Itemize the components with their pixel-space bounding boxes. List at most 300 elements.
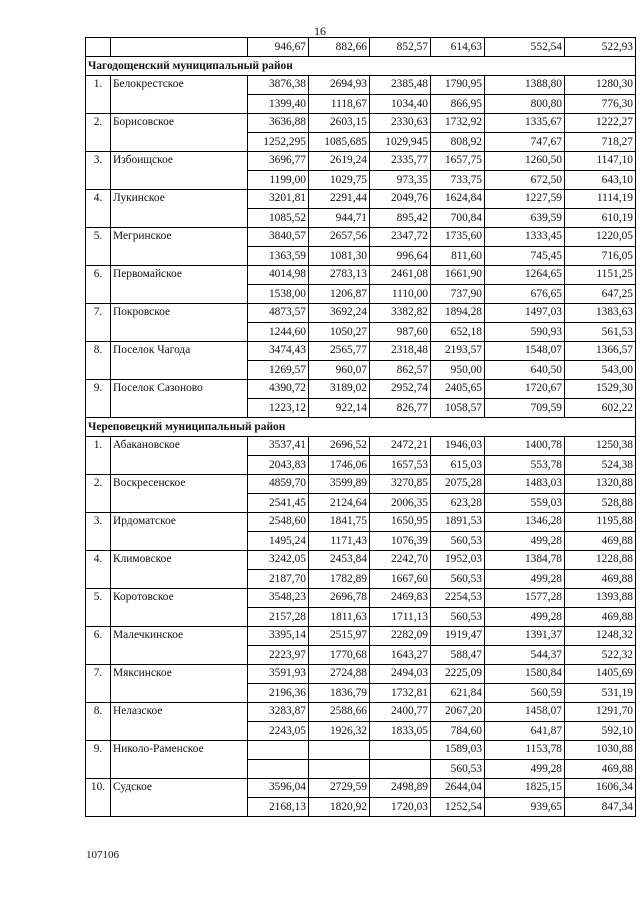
section-title: Чагодощенский муниципальный район xyxy=(86,57,636,76)
value-cell: 1495,24 xyxy=(248,532,309,551)
value-cell: 3840,57 xyxy=(248,228,309,247)
value-cell: 1790,95 xyxy=(431,76,485,95)
value-cell: 560,53 xyxy=(431,608,485,627)
value-cell: 2657,56 xyxy=(309,228,370,247)
value-cell: 2644,04 xyxy=(431,779,485,798)
value-cell: 996,64 xyxy=(370,247,431,266)
table-row xyxy=(86,437,636,456)
row-number: 7. xyxy=(86,304,111,342)
value-cell: 1732,92 xyxy=(431,114,485,133)
value-cell: 3201,81 xyxy=(248,190,309,209)
value-cell: 1280,30 xyxy=(565,76,636,95)
value-cell: 1538,00 xyxy=(248,285,309,304)
value-cell: 614,63 xyxy=(431,38,485,57)
settlement-name: Покровское xyxy=(111,304,248,342)
value-cell: 2043,83 xyxy=(248,456,309,475)
value-cell: 747,67 xyxy=(485,133,565,152)
value-cell: 1405,69 xyxy=(565,665,636,684)
value-cell: 2193,57 xyxy=(431,342,485,361)
value-cell: 1335,67 xyxy=(485,114,565,133)
table-row xyxy=(86,703,636,722)
value-cell: 1320,88 xyxy=(565,475,636,494)
value-cell: 1589,03 xyxy=(431,741,485,760)
settlement-name: Поселок Сазоново xyxy=(111,380,248,418)
value-cell: 1643,27 xyxy=(370,646,431,665)
value-cell: 718,27 xyxy=(565,133,636,152)
value-cell: 2067,20 xyxy=(431,703,485,722)
value-cell xyxy=(248,760,309,779)
value-cell: 3283,87 xyxy=(248,703,309,722)
value-cell: 3591,93 xyxy=(248,665,309,684)
value-cell: 1220,05 xyxy=(565,228,636,247)
value-cell: 1269,57 xyxy=(248,361,309,380)
value-cell: 1393,88 xyxy=(565,589,636,608)
value-cell: 2619,24 xyxy=(309,152,370,171)
value-cell: 672,50 xyxy=(485,171,565,190)
row-number: 5. xyxy=(86,589,111,627)
table-row xyxy=(86,589,636,608)
value-cell: 2405,65 xyxy=(431,380,485,399)
value-cell: 560,59 xyxy=(485,684,565,703)
value-cell: 499,28 xyxy=(485,532,565,551)
value-cell: 2541,45 xyxy=(248,494,309,513)
value-cell: 862,57 xyxy=(370,361,431,380)
settlement-name: Судское xyxy=(111,779,248,817)
section-header-row xyxy=(86,57,636,76)
table-body xyxy=(86,38,636,817)
row-number-cell xyxy=(86,38,111,57)
page-number: 16 xyxy=(314,24,326,38)
value-cell: 1291,70 xyxy=(565,703,636,722)
value-cell: 1820,92 xyxy=(309,798,370,817)
settlement-name: Воскресенское xyxy=(111,475,248,513)
row-number: 1. xyxy=(86,76,111,114)
value-cell: 1030,88 xyxy=(565,741,636,760)
row-number: 6. xyxy=(86,266,111,304)
row-number: 8. xyxy=(86,703,111,741)
value-cell: 1244,60 xyxy=(248,323,309,342)
value-cell: 4859,70 xyxy=(248,475,309,494)
value-cell: 1894,28 xyxy=(431,304,485,323)
value-cell: 1782,89 xyxy=(309,570,370,589)
value-cell: 4390,72 xyxy=(248,380,309,399)
value-cell: 647,25 xyxy=(565,285,636,304)
row-number: 4. xyxy=(86,551,111,589)
value-cell: 939,65 xyxy=(485,798,565,817)
value-cell: 561,53 xyxy=(565,323,636,342)
value-cell: 1891,53 xyxy=(431,513,485,532)
value-cell: 552,54 xyxy=(485,38,565,57)
value-cell: 1388,80 xyxy=(485,76,565,95)
value-cell xyxy=(248,741,309,760)
value-cell: 2347,72 xyxy=(370,228,431,247)
table-row xyxy=(86,551,636,570)
value-cell: 1029,75 xyxy=(309,171,370,190)
value-cell: 469,88 xyxy=(565,532,636,551)
settlement-name: Избоищское xyxy=(111,152,248,190)
value-cell: 2157,28 xyxy=(248,608,309,627)
value-cell: 2006,35 xyxy=(370,494,431,513)
value-cell: 2225,09 xyxy=(431,665,485,684)
value-cell: 560,53 xyxy=(431,760,485,779)
value-cell: 1383,63 xyxy=(565,304,636,323)
value-cell: 1833,05 xyxy=(370,722,431,741)
value-cell: 2729,59 xyxy=(309,779,370,798)
value-cell: 2291,44 xyxy=(309,190,370,209)
value-cell: 1661,90 xyxy=(431,266,485,285)
value-cell: 1919,47 xyxy=(431,627,485,646)
value-cell: 1050,27 xyxy=(309,323,370,342)
value-cell: 987,60 xyxy=(370,323,431,342)
value-cell: 1248,32 xyxy=(565,627,636,646)
table-row xyxy=(86,665,636,684)
value-cell: 1250,38 xyxy=(565,437,636,456)
value-cell: 1384,78 xyxy=(485,551,565,570)
value-cell: 1366,57 xyxy=(565,342,636,361)
settlement-name: Климовское xyxy=(111,551,248,589)
value-cell: 524,38 xyxy=(565,456,636,475)
value-cell: 2075,28 xyxy=(431,475,485,494)
value-cell: 1720,03 xyxy=(370,798,431,817)
value-cell: 3242,05 xyxy=(248,551,309,570)
settlement-name: Первомайское xyxy=(111,266,248,304)
value-cell: 1483,03 xyxy=(485,475,565,494)
value-cell: 1151,25 xyxy=(565,266,636,285)
value-cell: 588,47 xyxy=(431,646,485,665)
value-cell: 745,45 xyxy=(485,247,565,266)
table-row xyxy=(86,38,636,57)
value-cell: 1391,37 xyxy=(485,627,565,646)
value-cell: 1029,945 xyxy=(370,133,431,152)
value-cell: 3548,23 xyxy=(248,589,309,608)
value-cell: 1711,13 xyxy=(370,608,431,627)
table-row xyxy=(86,114,636,133)
value-cell: 1114,19 xyxy=(565,190,636,209)
value-cell: 1228,88 xyxy=(565,551,636,570)
settlement-name: Ирдоматское xyxy=(111,513,248,551)
value-cell: 2461,08 xyxy=(370,266,431,285)
value-cell: 2694,93 xyxy=(309,76,370,95)
value-cell: 1606,34 xyxy=(565,779,636,798)
value-cell: 1222,27 xyxy=(565,114,636,133)
value-cell: 1811,63 xyxy=(309,608,370,627)
value-cell: 469,88 xyxy=(565,760,636,779)
value-cell: 4873,57 xyxy=(248,304,309,323)
value-cell: 1333,45 xyxy=(485,228,565,247)
value-cell: 560,53 xyxy=(431,570,485,589)
value-cell: 2282,09 xyxy=(370,627,431,646)
value-cell: 1497,03 xyxy=(485,304,565,323)
value-cell: 676,65 xyxy=(485,285,565,304)
value-cell: 1118,67 xyxy=(309,95,370,114)
value-cell xyxy=(370,760,431,779)
value-cell: 1363,59 xyxy=(248,247,309,266)
value-cell: 946,67 xyxy=(248,38,309,57)
value-cell: 808,92 xyxy=(431,133,485,152)
value-cell: 784,60 xyxy=(431,722,485,741)
value-cell: 3270,85 xyxy=(370,475,431,494)
row-number: 9. xyxy=(86,741,111,779)
row-number: 7. xyxy=(86,665,111,703)
value-cell: 2515,97 xyxy=(309,627,370,646)
value-cell: 2385,48 xyxy=(370,76,431,95)
value-cell: 2565,77 xyxy=(309,342,370,361)
table-row xyxy=(86,152,636,171)
value-cell: 2498,89 xyxy=(370,779,431,798)
settlement-name: Мегринское xyxy=(111,228,248,266)
value-cell: 716,05 xyxy=(565,247,636,266)
value-cell: 1195,88 xyxy=(565,513,636,532)
settlement-name: Нелазское xyxy=(111,703,248,741)
value-cell: 615,03 xyxy=(431,456,485,475)
value-cell: 2330,63 xyxy=(370,114,431,133)
value-cell: 3189,02 xyxy=(309,380,370,399)
table-row xyxy=(86,190,636,209)
value-cell: 1458,07 xyxy=(485,703,565,722)
value-cell: 499,28 xyxy=(485,570,565,589)
value-cell: 1058,57 xyxy=(431,399,485,418)
value-cell: 960,07 xyxy=(309,361,370,380)
value-cell: 1199,00 xyxy=(248,171,309,190)
value-cell: 1346,28 xyxy=(485,513,565,532)
settlement-name: Борисовское xyxy=(111,114,248,152)
value-cell: 1034,40 xyxy=(370,95,431,114)
value-cell: 811,60 xyxy=(431,247,485,266)
value-cell: 3876,38 xyxy=(248,76,309,95)
table-row xyxy=(86,741,636,760)
settlement-name: Поселок Чагода xyxy=(111,342,248,380)
value-cell: 2696,78 xyxy=(309,589,370,608)
value-cell: 852,57 xyxy=(370,38,431,57)
value-cell: 1110,00 xyxy=(370,285,431,304)
value-cell xyxy=(370,741,431,760)
value-cell: 553,78 xyxy=(485,456,565,475)
value-cell: 4014,98 xyxy=(248,266,309,285)
tariff-table xyxy=(85,37,636,817)
value-cell: 2469,83 xyxy=(370,589,431,608)
value-cell: 522,32 xyxy=(565,646,636,665)
value-cell: 543,00 xyxy=(565,361,636,380)
value-cell: 3382,82 xyxy=(370,304,431,323)
value-cell: 1400,78 xyxy=(485,437,565,456)
table-row xyxy=(86,779,636,798)
value-cell: 847,34 xyxy=(565,798,636,817)
value-cell: 826,77 xyxy=(370,399,431,418)
value-cell: 499,28 xyxy=(485,608,565,627)
value-cell: 1825,15 xyxy=(485,779,565,798)
value-cell: 1399,40 xyxy=(248,95,309,114)
value-cell xyxy=(309,760,370,779)
value-cell: 652,18 xyxy=(431,323,485,342)
section-header-row xyxy=(86,418,636,437)
value-cell: 776,30 xyxy=(565,95,636,114)
value-cell: 2603,15 xyxy=(309,114,370,133)
value-cell: 1952,03 xyxy=(431,551,485,570)
value-cell: 2400,77 xyxy=(370,703,431,722)
value-cell: 3537,41 xyxy=(248,437,309,456)
row-number: 3. xyxy=(86,513,111,551)
value-cell: 895,42 xyxy=(370,209,431,228)
row-number: 1. xyxy=(86,437,111,475)
row-number: 4. xyxy=(86,190,111,228)
value-cell: 3636,88 xyxy=(248,114,309,133)
value-cell: 1720,67 xyxy=(485,380,565,399)
value-cell: 531,19 xyxy=(565,684,636,703)
value-cell: 499,28 xyxy=(485,760,565,779)
value-cell: 1926,32 xyxy=(309,722,370,741)
value-cell: 2335,77 xyxy=(370,152,431,171)
value-cell: 610,19 xyxy=(565,209,636,228)
value-cell: 1153,78 xyxy=(485,741,565,760)
value-cell: 602,22 xyxy=(565,399,636,418)
value-cell: 2124,64 xyxy=(309,494,370,513)
section-title: Череповецкий муниципальный район xyxy=(86,418,636,437)
value-cell: 1171,43 xyxy=(309,532,370,551)
value-cell: 1657,53 xyxy=(370,456,431,475)
value-cell: 1657,75 xyxy=(431,152,485,171)
value-cell: 2187,70 xyxy=(248,570,309,589)
row-number: 6. xyxy=(86,627,111,665)
value-cell: 2223,97 xyxy=(248,646,309,665)
value-cell: 1081,30 xyxy=(309,247,370,266)
value-cell: 544,37 xyxy=(485,646,565,665)
value-cell: 1252,295 xyxy=(248,133,309,152)
value-cell: 640,50 xyxy=(485,361,565,380)
value-cell: 2472,21 xyxy=(370,437,431,456)
table-row xyxy=(86,475,636,494)
value-cell xyxy=(309,741,370,760)
value-cell: 621,84 xyxy=(431,684,485,703)
value-cell: 2453,84 xyxy=(309,551,370,570)
value-cell: 469,88 xyxy=(565,570,636,589)
value-cell: 2196,36 xyxy=(248,684,309,703)
table-row xyxy=(86,76,636,95)
value-cell: 733,75 xyxy=(431,171,485,190)
value-cell: 1836,79 xyxy=(309,684,370,703)
value-cell: 1223,12 xyxy=(248,399,309,418)
row-number: 9. xyxy=(86,380,111,418)
value-cell: 641,87 xyxy=(485,722,565,741)
value-cell: 1577,28 xyxy=(485,589,565,608)
value-cell: 2548,60 xyxy=(248,513,309,532)
settlement-name: Николо-Раменское xyxy=(111,741,248,779)
value-cell: 1841,75 xyxy=(309,513,370,532)
value-cell: 1746,06 xyxy=(309,456,370,475)
value-cell: 1085,685 xyxy=(309,133,370,152)
value-cell: 1732,81 xyxy=(370,684,431,703)
value-cell: 522,93 xyxy=(565,38,636,57)
value-cell: 3696,77 xyxy=(248,152,309,171)
value-cell: 559,03 xyxy=(485,494,565,513)
row-number: 8. xyxy=(86,342,111,380)
document-footer-code: 107106 xyxy=(86,849,119,861)
value-cell: 1770,68 xyxy=(309,646,370,665)
row-number: 3. xyxy=(86,152,111,190)
value-cell: 1650,95 xyxy=(370,513,431,532)
table-row xyxy=(86,513,636,532)
value-cell: 639,59 xyxy=(485,209,565,228)
value-cell: 1667,60 xyxy=(370,570,431,589)
value-cell: 2724,88 xyxy=(309,665,370,684)
value-cell: 590,93 xyxy=(485,323,565,342)
settlement-name-cell xyxy=(111,38,248,57)
value-cell: 800,80 xyxy=(485,95,565,114)
value-cell: 1085,52 xyxy=(248,209,309,228)
value-cell: 1946,03 xyxy=(431,437,485,456)
value-cell: 2242,70 xyxy=(370,551,431,570)
value-cell: 1548,07 xyxy=(485,342,565,361)
value-cell: 1260,50 xyxy=(485,152,565,171)
table-row xyxy=(86,627,636,646)
row-number: 10. xyxy=(86,779,111,817)
value-cell: 528,88 xyxy=(565,494,636,513)
value-cell: 1580,84 xyxy=(485,665,565,684)
value-cell: 3599,89 xyxy=(309,475,370,494)
table-row xyxy=(86,266,636,285)
value-cell: 1529,30 xyxy=(565,380,636,399)
value-cell: 882,66 xyxy=(309,38,370,57)
table-row xyxy=(86,380,636,399)
value-cell: 623,28 xyxy=(431,494,485,513)
value-cell: 2952,74 xyxy=(370,380,431,399)
value-cell: 737,90 xyxy=(431,285,485,304)
value-cell: 2696,52 xyxy=(309,437,370,456)
value-cell: 922,14 xyxy=(309,399,370,418)
value-cell: 469,88 xyxy=(565,608,636,627)
value-cell: 2588,66 xyxy=(309,703,370,722)
value-cell: 1252,54 xyxy=(431,798,485,817)
value-cell: 2254,53 xyxy=(431,589,485,608)
value-cell: 3692,24 xyxy=(309,304,370,323)
value-cell: 592,10 xyxy=(565,722,636,741)
value-cell: 643,10 xyxy=(565,171,636,190)
value-cell: 3596,04 xyxy=(248,779,309,798)
value-cell: 1206,87 xyxy=(309,285,370,304)
table-row xyxy=(86,304,636,323)
settlement-name: Мяксинское xyxy=(111,665,248,703)
value-cell: 1147,10 xyxy=(565,152,636,171)
value-cell: 973,35 xyxy=(370,171,431,190)
settlement-name: Малечкинское xyxy=(111,627,248,665)
value-cell: 1227,59 xyxy=(485,190,565,209)
value-cell: 3395,14 xyxy=(248,627,309,646)
table-row xyxy=(86,342,636,361)
row-number: 2. xyxy=(86,114,111,152)
value-cell: 1264,65 xyxy=(485,266,565,285)
value-cell: 1624,84 xyxy=(431,190,485,209)
value-cell: 2783,13 xyxy=(309,266,370,285)
value-cell: 950,00 xyxy=(431,361,485,380)
row-number: 2. xyxy=(86,475,111,513)
value-cell: 3474,43 xyxy=(248,342,309,361)
table-row xyxy=(86,228,636,247)
value-cell: 560,53 xyxy=(431,532,485,551)
value-cell: 1076,39 xyxy=(370,532,431,551)
value-cell: 700,84 xyxy=(431,209,485,228)
settlement-name: Лукинское xyxy=(111,190,248,228)
value-cell: 2494,03 xyxy=(370,665,431,684)
value-cell: 866,95 xyxy=(431,95,485,114)
row-number: 5. xyxy=(86,228,111,266)
value-cell: 2243,05 xyxy=(248,722,309,741)
settlement-name: Белокрестское xyxy=(111,76,248,114)
settlement-name: Абакановское xyxy=(111,437,248,475)
value-cell: 2168,13 xyxy=(248,798,309,817)
value-cell: 2049,76 xyxy=(370,190,431,209)
value-cell: 1735,60 xyxy=(431,228,485,247)
value-cell: 2318,48 xyxy=(370,342,431,361)
value-cell: 944,71 xyxy=(309,209,370,228)
